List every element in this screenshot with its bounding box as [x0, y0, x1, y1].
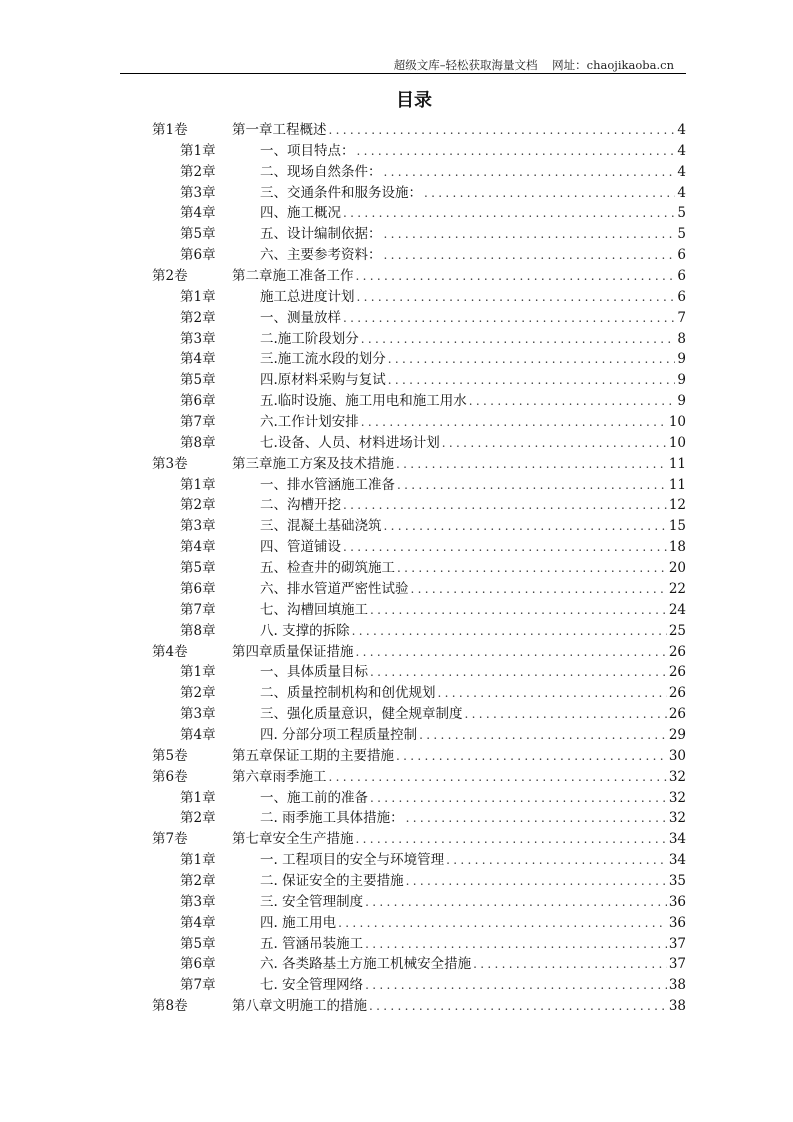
toc-chapter-entry[interactable] — [180, 243, 686, 264]
toc-entry-title[interactable]: 六、排水管道严密性试验 — [260, 580, 409, 597]
toc-entry-number: 第3章 — [180, 706, 216, 723]
dot-leader — [384, 165, 676, 179]
toc-entry-title[interactable]: 六. 各类路基土方施工机械安全措施 — [260, 956, 472, 973]
toc-chapter-entry[interactable] — [180, 514, 686, 535]
toc-chapter-entry[interactable] — [180, 786, 686, 804]
dot-leader — [469, 394, 676, 408]
toc-chapter-entry[interactable] — [180, 473, 686, 491]
toc-entry-page: 4 — [677, 184, 686, 201]
dot-leader — [442, 436, 667, 450]
dot-leader — [411, 582, 667, 596]
toc-entry-title[interactable]: 六、主要参考资料： — [260, 247, 382, 264]
toc-entry-page: 26 — [668, 643, 686, 660]
toc-entry-page: 34 — [668, 852, 686, 869]
toc-entry-title[interactable]: 七.设备、人员、材料进场计划 — [260, 434, 440, 451]
toc-entry-title[interactable]: 施工总进度计划 — [260, 288, 355, 305]
toc-entry-number: 第7章 — [180, 977, 216, 994]
toc-entry-title[interactable]: 一、测量放样 — [260, 309, 341, 326]
toc-chapter-entry[interactable] — [180, 702, 686, 723]
toc-entry-title[interactable]: 一、具体质量目标 — [260, 664, 368, 681]
toc-chapter-entry[interactable] — [180, 577, 686, 595]
toc-entry-page: 18 — [668, 539, 686, 556]
toc-entry-page: 22 — [668, 580, 686, 597]
header-divider — [120, 73, 686, 74]
toc-entry-title[interactable]: 七. 安全管理网络 — [260, 977, 364, 994]
toc-entry-title[interactable]: 第七章安全生产措施 — [232, 831, 354, 848]
toc-entry-number: 第5章 — [180, 372, 216, 389]
toc-entry-title[interactable]: 三、强化质量意识，健全规章制度 — [260, 706, 463, 723]
toc-entry-number: 第8章 — [180, 434, 216, 451]
toc-entry-title[interactable]: 五. 管涵吊装施工 — [260, 935, 364, 952]
dot-leader — [356, 832, 667, 846]
toc-chapter-entry[interactable] — [180, 201, 686, 222]
toc-entry-number: 第1章 — [180, 142, 216, 159]
dot-leader — [370, 791, 667, 805]
toc-entry-title[interactable]: 六.工作计划安排 — [260, 414, 359, 431]
toc-chapter-entry[interactable] — [180, 160, 686, 178]
toc-entry-title[interactable]: 二、现场自然条件： — [260, 163, 382, 180]
dot-leader — [370, 665, 667, 679]
toc-entry-number: 第2章 — [180, 872, 216, 889]
toc-entry-page: 4 — [677, 142, 686, 159]
toc-entry-page: 32 — [668, 810, 686, 827]
dot-leader — [384, 227, 676, 241]
toc-volume-entry[interactable] — [152, 744, 686, 762]
toc-entry-title[interactable]: 一. 工程项目的安全与环境管理 — [260, 852, 445, 869]
toc-entry-page: 20 — [668, 560, 686, 577]
dot-leader — [473, 957, 667, 971]
toc-entry-page: 11 — [668, 455, 686, 472]
toc-entry-page: 10 — [668, 414, 686, 431]
toc-entry-number: 第1章 — [180, 852, 216, 869]
toc-entry-number: 第4卷 — [152, 643, 188, 660]
dot-leader — [397, 561, 667, 575]
toc-entry-page: 38 — [668, 977, 686, 994]
toc-chapter-entry[interactable] — [180, 347, 686, 368]
toc-entry-page: 29 — [668, 726, 686, 743]
toc-entry-page: 5 — [677, 205, 686, 222]
dot-leader — [446, 853, 667, 867]
toc-chapter-entry[interactable] — [180, 911, 686, 929]
toc-chapter-entry[interactable] — [180, 285, 686, 303]
toc-entry-title[interactable]: 三、交通条件和服务设施： — [260, 184, 422, 201]
toc-chapter-entry[interactable] — [180, 619, 686, 637]
toc-entry-number: 第1章 — [180, 476, 216, 493]
dot-leader — [465, 707, 667, 721]
toc-entry-number: 第7卷 — [152, 831, 188, 848]
toc-chapter-entry[interactable] — [180, 681, 686, 702]
dot-leader — [396, 749, 667, 763]
toc-entry-title[interactable]: 三、混凝土基础浇筑 — [260, 518, 382, 535]
toc-entry-title[interactable]: 五、设计编制依据： — [260, 226, 382, 243]
toc-entry-title[interactable]: 八. 支撑的拆除 — [260, 622, 350, 639]
toc-entry-title[interactable]: 第三章施工方案及技术措施 — [232, 455, 394, 472]
toc-entry-number: 第2卷 — [152, 268, 188, 285]
toc-entry-page: 9 — [677, 351, 686, 368]
toc-entry-title[interactable]: 五、检查井的砌筑施工 — [260, 560, 395, 577]
toc-entry-page: 4 — [677, 163, 686, 180]
toc-entry-title[interactable]: 三.施工流水段的划分 — [260, 351, 386, 368]
header-url-text[interactable]: 网址：chaojikaoba.cn — [552, 58, 674, 72]
dot-leader — [343, 206, 675, 220]
toc-entry-page: 38 — [668, 998, 686, 1015]
toc-entry-number: 第1章 — [180, 664, 216, 681]
toc-entry-title[interactable]: 二. 保证安全的主要措施 — [260, 872, 404, 889]
toc-chapter-entry[interactable] — [180, 493, 686, 514]
toc-chapter-entry[interactable] — [180, 952, 686, 973]
toc-entry-number: 第7章 — [180, 601, 216, 618]
toc-entry-number: 第1章 — [180, 789, 216, 806]
toc-chapter-entry[interactable] — [180, 327, 686, 345]
toc-entry-page: 32 — [668, 768, 686, 785]
toc-entry-title[interactable]: 三. 安全管理制度 — [260, 893, 364, 910]
toc-entry-page: 36 — [668, 914, 686, 931]
dot-leader — [396, 457, 667, 471]
dot-leader — [357, 144, 676, 158]
dot-leader — [361, 332, 676, 346]
toc-entry-title[interactable]: 四、管道铺设 — [260, 539, 341, 556]
toc-entry-title[interactable]: 第一章工程概述 — [232, 122, 327, 138]
toc-entry-number: 第6章 — [180, 393, 216, 410]
toc-chapter-entry[interactable] — [180, 389, 686, 410]
toc-volume-entry[interactable] — [152, 118, 686, 136]
toc-entry-number: 第3卷 — [152, 455, 188, 472]
toc-chapter-entry[interactable] — [180, 535, 686, 556]
dot-leader — [343, 498, 667, 512]
dot-leader — [365, 895, 667, 909]
toc-entry-page: 26 — [668, 664, 686, 681]
toc-chapter-entry[interactable] — [180, 660, 686, 681]
toc-entry-number: 第4章 — [180, 726, 216, 743]
toc-entry-title[interactable]: 四、施工概况 — [260, 205, 341, 222]
toc-entry-title[interactable]: 第八章文明施工的措施 — [232, 998, 367, 1015]
toc-entry-number: 第5章 — [180, 226, 216, 243]
toc-chapter-entry[interactable] — [180, 806, 686, 827]
toc-entry-number: 第4章 — [180, 539, 216, 556]
toc-entry-page: 6 — [677, 288, 686, 305]
dot-leader — [338, 916, 667, 930]
dot-leader — [365, 978, 667, 992]
dot-leader — [406, 874, 667, 888]
toc-entry-title[interactable]: 第五章保证工期的主要措施 — [232, 747, 394, 764]
toc-entry-number: 第3章 — [180, 518, 216, 535]
toc-entry-page: 7 — [677, 309, 686, 326]
dot-leader — [419, 728, 667, 742]
toc-entry-number: 第2章 — [180, 497, 216, 514]
dot-leader — [438, 686, 667, 700]
toc-entry-page: 37 — [668, 935, 686, 952]
toc-entry-number: 第2章 — [180, 309, 216, 326]
toc-chapter-entry[interactable] — [180, 848, 686, 869]
toc-entry-title[interactable]: 七、沟槽回填施工 — [260, 601, 368, 618]
toc-entry-page: 6 — [677, 247, 686, 264]
toc-entry-title[interactable]: 一、排水管涵施工准备 — [260, 476, 395, 493]
toc-volume-entry[interactable] — [152, 827, 686, 848]
toc-entry-number: 第5章 — [180, 560, 216, 577]
toc-volume-entry[interactable] — [152, 452, 686, 470]
toc-entry-number: 第5章 — [180, 935, 216, 952]
toc-entry-number: 第6章 — [180, 247, 216, 264]
toc-chapter-entry[interactable] — [180, 723, 686, 741]
toc-entry-number: 第4章 — [180, 205, 216, 222]
toc-chapter-entry[interactable] — [180, 139, 686, 157]
dot-leader — [388, 373, 676, 387]
dot-leader — [361, 415, 667, 429]
toc-chapter-entry[interactable] — [180, 890, 686, 908]
dot-leader — [384, 519, 667, 533]
toc-entry-page: 9 — [677, 372, 686, 389]
dot-leader — [343, 540, 667, 554]
toc-entry-page: 12 — [668, 497, 686, 514]
toc-entry-number: 第3章 — [180, 893, 216, 910]
toc-chapter-entry[interactable] — [180, 932, 686, 950]
toc-entry-page: 6 — [677, 268, 686, 285]
header-site-text: 超级文库–轻松获取海量文档 — [393, 58, 538, 72]
toc-chapter-entry[interactable] — [180, 598, 686, 616]
dot-leader — [406, 811, 667, 825]
toc-entry-title[interactable]: 四. 施工用电 — [260, 914, 337, 931]
toc-entry-page: 11 — [668, 476, 686, 493]
dot-leader — [357, 290, 676, 304]
toc-entry-number: 第1章 — [180, 288, 216, 305]
toc-entry-title[interactable]: 一、施工前的准备 — [260, 789, 368, 806]
toc-entry-title[interactable]: 二、质量控制机构和创优规划 — [260, 685, 436, 702]
toc-entry-number: 第2章 — [180, 810, 216, 827]
toc-entry-number: 第3章 — [180, 184, 216, 201]
toc-entry-page: 10 — [668, 434, 686, 451]
toc-entry-page: 34 — [668, 831, 686, 848]
dot-leader — [424, 186, 675, 200]
toc-entry-title[interactable]: 五.临时设施、施工用电和施工用水 — [260, 393, 467, 410]
toc-entry-number: 第6卷 — [152, 768, 188, 785]
toc-entry-number: 第8卷 — [152, 998, 188, 1015]
toc-entry-title[interactable]: 二. 雨季施工具体措施： — [260, 810, 404, 827]
toc-entry-number: 第3章 — [180, 330, 216, 347]
toc-entry-number: 第6章 — [180, 956, 216, 973]
toc-entry-page: 37 — [668, 956, 686, 973]
toc-entry-title[interactable]: 二、沟槽开挖 — [260, 497, 341, 514]
toc-entry-page: 24 — [668, 601, 686, 618]
toc-entry-number: 第2章 — [180, 685, 216, 702]
dot-leader — [352, 624, 667, 638]
dot-leader — [356, 269, 676, 283]
dot-leader — [343, 311, 675, 325]
toc-chapter-entry[interactable] — [180, 368, 686, 389]
toc-entry-number: 第8章 — [180, 622, 216, 639]
toc-entry-page: 4 — [677, 122, 686, 138]
toc-chapter-entry[interactable] — [180, 306, 686, 324]
toc-entry-number: 第4章 — [180, 351, 216, 368]
toc-entry-title[interactable]: 二.施工阶段划分 — [260, 330, 359, 347]
toc-chapter-entry[interactable] — [180, 869, 686, 887]
dot-leader — [370, 603, 667, 617]
page-header — [394, 57, 674, 73]
toc-entry-number: 第7章 — [180, 414, 216, 431]
toc-entry-page: 35 — [668, 872, 686, 889]
toc-entry-title[interactable]: 四. 分部分项工程质量控制 — [260, 726, 418, 743]
toc-entry-number: 第4章 — [180, 914, 216, 931]
toc-entry-page: 5 — [677, 226, 686, 243]
dot-leader — [329, 770, 667, 784]
toc-chapter-entry[interactable] — [180, 431, 686, 449]
toc-volume-entry[interactable] — [152, 264, 686, 285]
dot-leader — [329, 123, 676, 137]
toc-entry-number: 第1卷 — [152, 122, 188, 138]
toc-entry-page: 30 — [668, 747, 686, 764]
toc-volume-entry[interactable] — [152, 765, 686, 783]
toc-entry-page: 32 — [668, 789, 686, 806]
dot-leader — [365, 937, 667, 951]
toc-entry-page: 8 — [677, 330, 686, 347]
dot-leader — [356, 645, 667, 659]
toc-chapter-entry[interactable] — [180, 410, 686, 431]
toc-entry-title[interactable]: 第二章施工准备工作 — [232, 268, 354, 285]
dot-leader — [397, 478, 667, 492]
dot-leader — [384, 248, 676, 262]
toc-chapter-entry[interactable] — [180, 556, 686, 577]
toc-entry-title[interactable]: 第四章质量保证措施 — [232, 643, 354, 660]
toc-entry-number: 第2章 — [180, 163, 216, 180]
toc-entry-title[interactable]: 四.原材料采购与复试 — [260, 372, 386, 389]
toc-entry-page: 26 — [668, 706, 686, 723]
toc-entry-page: 36 — [668, 893, 686, 910]
toc-entry-page: 26 — [668, 685, 686, 702]
toc-entry-number: 第6章 — [180, 580, 216, 597]
toc-entry-number: 第5卷 — [152, 747, 188, 764]
toc-volume-entry[interactable] — [152, 994, 686, 1015]
toc-entry-page: 9 — [677, 393, 686, 410]
toc-entry-page: 15 — [668, 518, 686, 535]
toc-entry-page: 25 — [668, 622, 686, 639]
toc-chapter-entry[interactable] — [180, 181, 686, 199]
toc-volume-entry[interactable] — [152, 640, 686, 658]
toc-chapter-entry[interactable] — [180, 973, 686, 994]
dot-leader — [388, 352, 676, 366]
toc-entry-title[interactable]: 一、项目特点： — [260, 142, 355, 159]
toc-entry-title[interactable]: 第六章雨季施工 — [232, 768, 327, 785]
dot-leader — [369, 999, 667, 1013]
toc-chapter-entry[interactable] — [180, 222, 686, 243]
toc-title: 目录 — [396, 90, 432, 111]
